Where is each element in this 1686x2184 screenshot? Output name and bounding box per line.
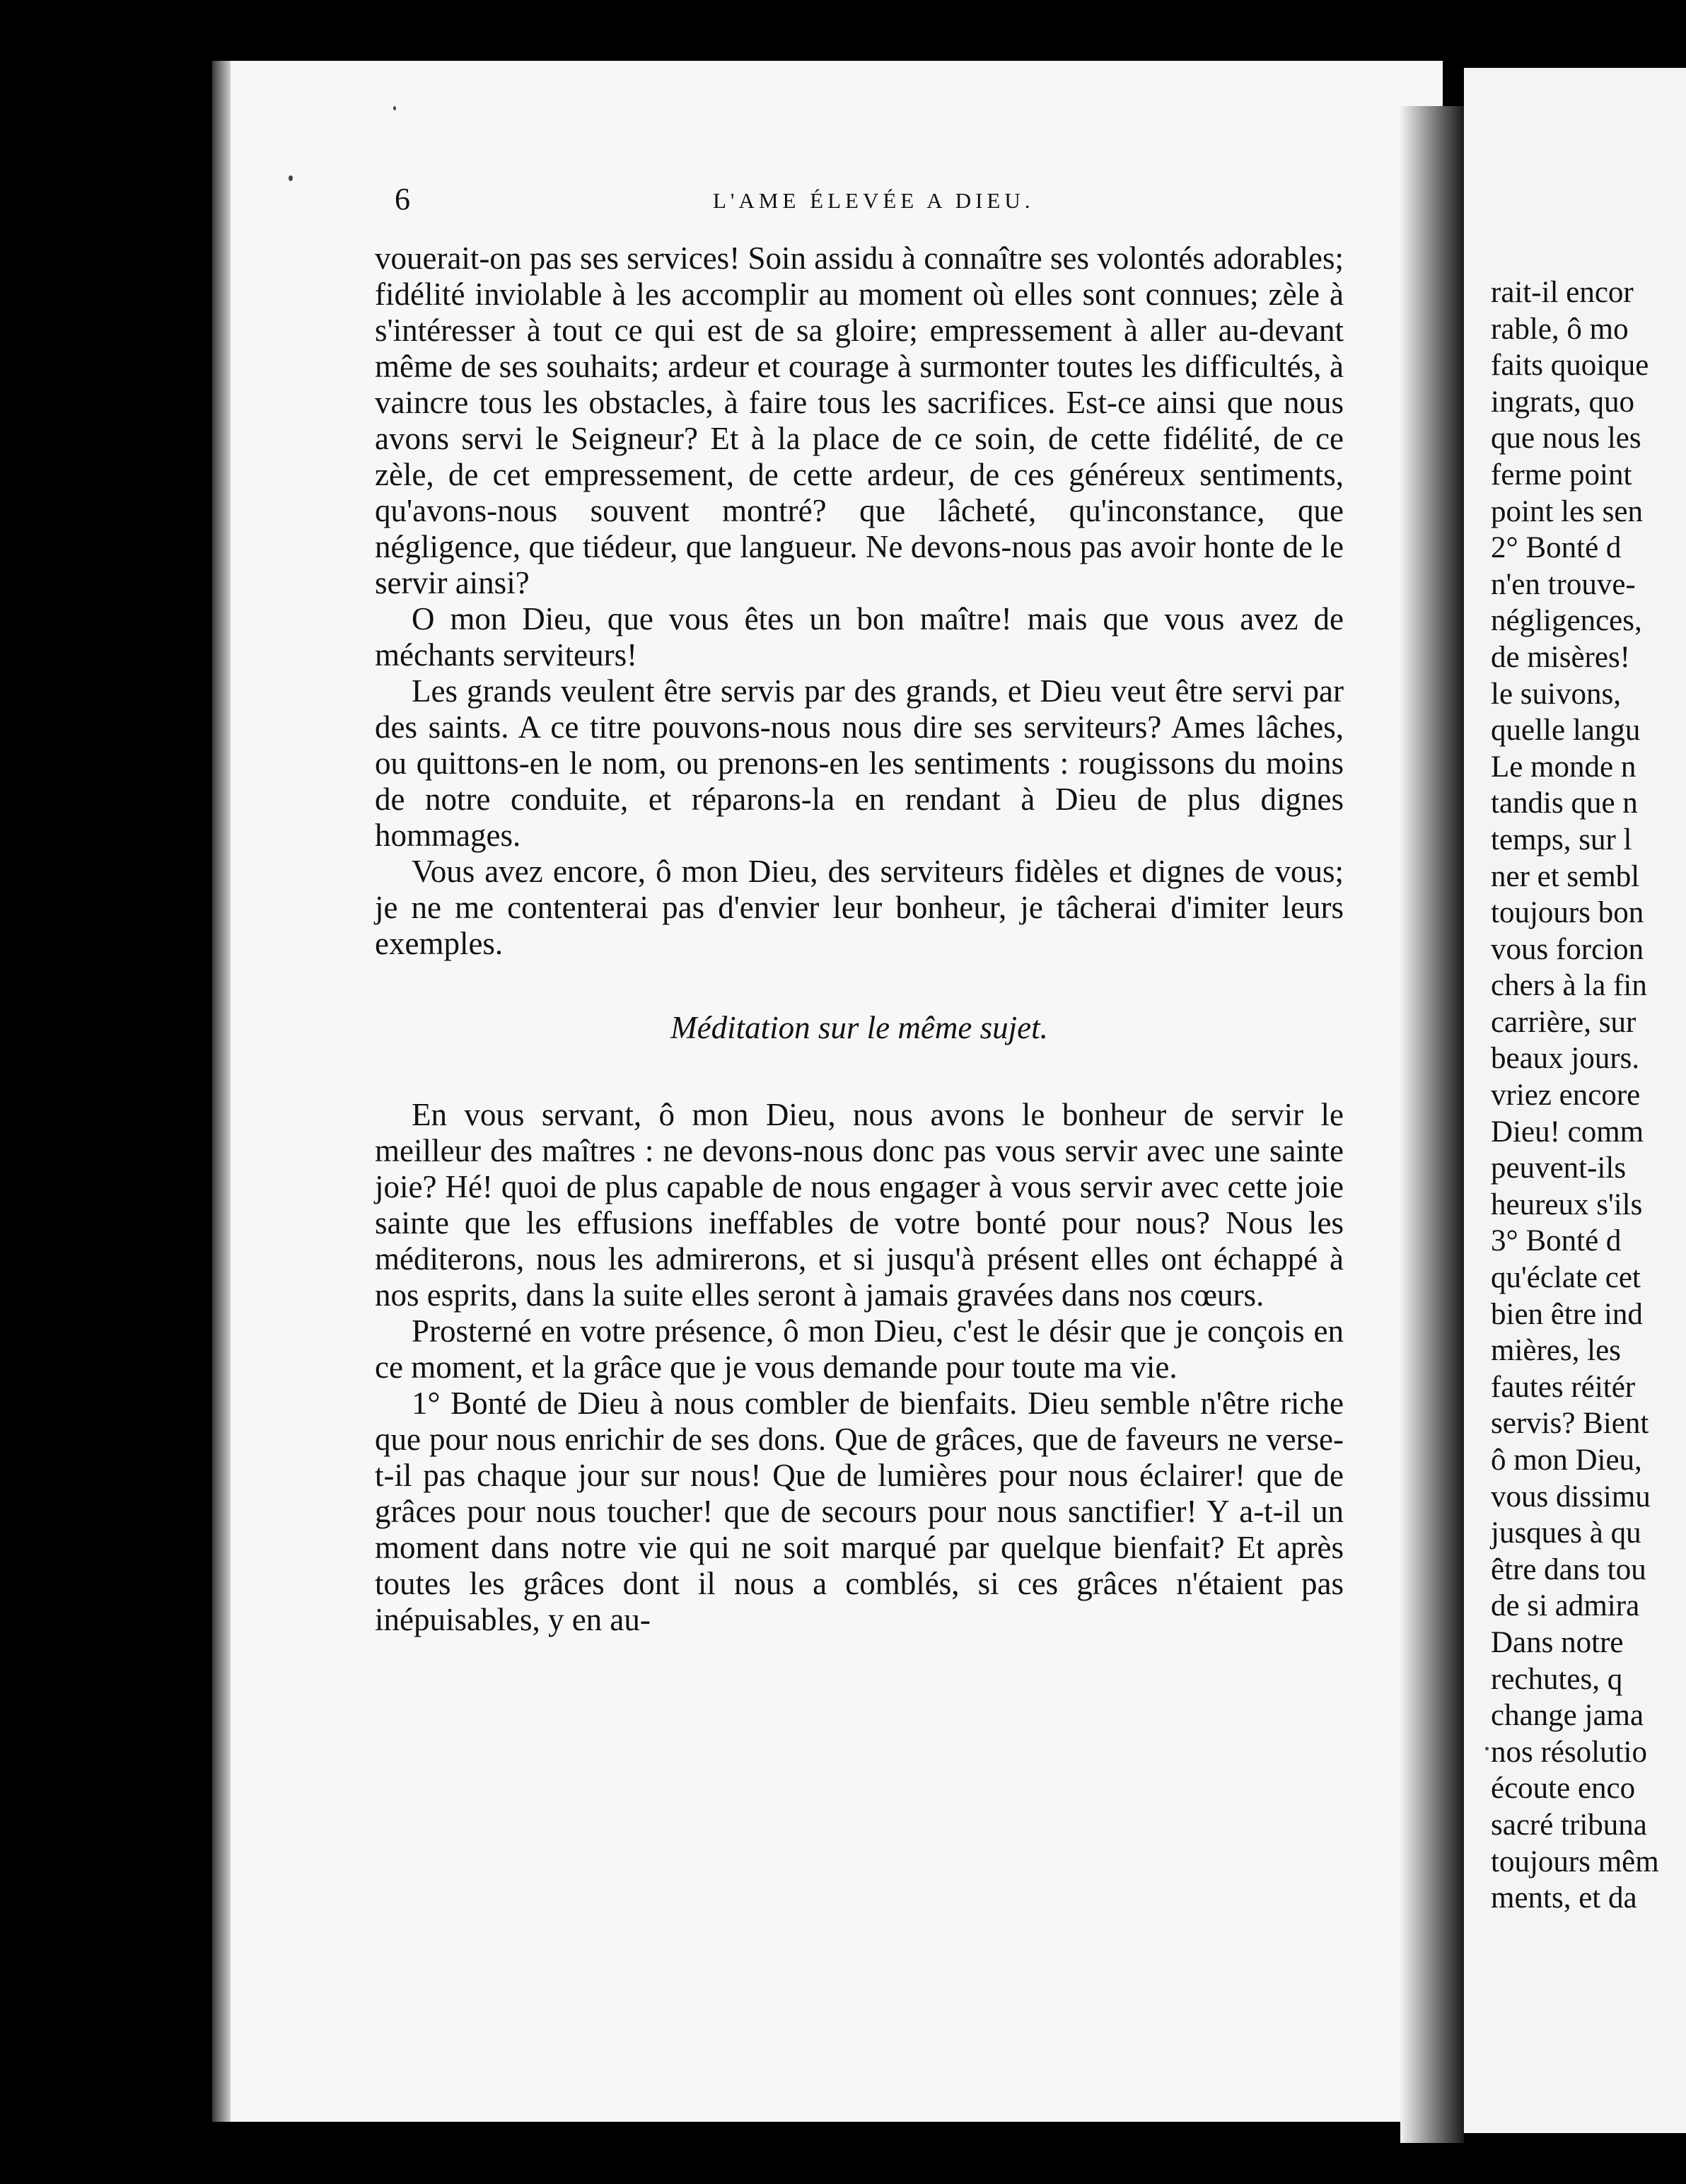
- right-page-line: écoute enco: [1491, 1772, 1636, 1806]
- right-page-line: bien être ind: [1491, 1297, 1643, 1331]
- right-page-line: ô mon Dieu,: [1491, 1444, 1642, 1477]
- running-head: [395, 181, 1342, 216]
- right-page-line: le suivons,: [1491, 677, 1621, 711]
- right-page-line: mières, les: [1491, 1334, 1621, 1368]
- paragraph: O mon Dieu, que vous êtes un bon maître! mais que vous avez de méchants serviteurs!: [375, 601, 1344, 673]
- paragraph: 1° Bonté de Dieu à nous combler de bienfaits. Dieu semble n'être riche que pour nous enrichir de ses dons. Que de grâces, que de faveurs ne verse-t-il pas chaque jour sur nous! Que de lumières pour nous éclairer! que de grâces pour nous toucher! que de secours pour nous sanctifier! Y a-t-il un moment dans notre vie qui ne soit marqué par quelque bienfait? Et après toutes les grâces dont il nous a comblés, si ces grâces n'étaient pas inépuisables, y en au-: [375, 1386, 1344, 1637]
- right-page-line: que nous les: [1491, 422, 1641, 455]
- right-page-line: 2° Bonté d: [1491, 531, 1622, 565]
- right-page-line: tandis que n: [1491, 786, 1638, 820]
- right-page-line: n'en trouve-: [1491, 567, 1636, 601]
- right-page-line: heureux s'ils: [1491, 1187, 1643, 1221]
- right-page-line: 3° Bonté d: [1491, 1224, 1622, 1258]
- right-page-line: rable, ô mo: [1491, 312, 1629, 346]
- right-page-line: rait-il encor: [1491, 276, 1634, 309]
- right-page-line: vous forcion: [1491, 932, 1644, 966]
- right-page-line: peuvent-ils: [1491, 1151, 1627, 1185]
- right-page-line: être dans tou: [1491, 1552, 1646, 1586]
- book-gutter: [1400, 106, 1464, 2143]
- right-page-line: change jama: [1491, 1699, 1644, 1733]
- right-page-line: sacré tribuna: [1491, 1808, 1647, 1842]
- paragraph: Prosterné en votre présence, ô mon Dieu, c'est le désir que je conçois en ce moment, et la grâce que je vous demande pour toute ma vie.: [375, 1313, 1344, 1385]
- right-page-line: carrière, sur: [1491, 1005, 1636, 1039]
- paragraph: En vous servant, ô mon Dieu, nous avons le bonheur de servir le meilleur des maîtres : ne devons-nous donc pas vous servir avec une sainte joie? Hé! quoi de plus capable de nous engager à vous servir avec cette joie sainte que les effusions ineffables de votre bonté pour nous? Nous les méditerons, nous les admirerons, et si jusqu'à présent elles ont échappé à nos esprits, dans la suite elles seront à jamais gravées dans nos cœurs.: [375, 1097, 1344, 1313]
- book-title: L'AME ÉLEVÉE A DIEU.: [713, 188, 1035, 213]
- right-page-line: fautes réitér: [1491, 1370, 1636, 1404]
- right-page-line: ferme point: [1491, 458, 1632, 492]
- right-page-line: quelle langu: [1491, 714, 1641, 748]
- right-page: [1464, 68, 1686, 2133]
- left-page-edge: [212, 61, 231, 2122]
- right-page-line: Le monde n: [1491, 750, 1636, 784]
- right-page-line: qu'éclate cet: [1491, 1261, 1641, 1295]
- right-page-line: Dieu! comm: [1491, 1115, 1644, 1149]
- page-number: 6: [395, 182, 410, 216]
- right-page-line: point les sen: [1491, 494, 1643, 528]
- right-page-line: chers à la fin: [1491, 969, 1647, 1003]
- right-page-line: rechutes, q: [1491, 1662, 1623, 1696]
- dust-speck: [1485, 1747, 1489, 1750]
- paragraph: vouerait-on pas ses services! Soin assidu à connaître ses volontés adorables; fidélité inviolable à les accomplir au moment où elles sont connues; zèle à s'intéresser à tout ce qui est de sa gloire; empressement à aller au-devant même de ses souhaits; ardeur et courage à surmonter toutes les difficultés, à vaincre tous les obstacles, à faire tous les sacrifices. Est-ce ainsi que nous avons servi le Seigneur? Et à la place de ce soin, de cette fidélité, de ce zèle, de cet empressement, de cette ardeur, de ces généreux sentiments, qu'avons-nous souvent montré? que lâcheté, qu'inconstance, que négligence, que tiédeur, que langueur. Ne devons-nous pas avoir honte de le servir ainsi?: [375, 240, 1344, 600]
- right-page-line: toujours bon: [1491, 896, 1644, 930]
- right-page-line: temps, sur l: [1491, 823, 1632, 856]
- dust-speck: [393, 106, 396, 110]
- right-page-line: jusques à qu: [1491, 1516, 1641, 1550]
- right-page-line: ingrats, quo: [1491, 385, 1635, 419]
- right-page-line: négligences,: [1491, 604, 1642, 638]
- paragraph: Vous avez encore, ô mon Dieu, des serviteurs fidèles et dignes de vous; je ne me contenterai pas d'envier leur bonheur, je tâcherai d'imiter leurs exemples.: [375, 854, 1344, 961]
- section-heading: Méditation sur le même sujet.: [670, 1010, 1048, 1045]
- right-page-line: beaux jours.: [1491, 1042, 1640, 1076]
- right-page-line: ments, et da: [1491, 1881, 1637, 1915]
- main-text-column: [375, 240, 1344, 1638]
- right-page-line: nos résolutio: [1491, 1735, 1647, 1769]
- right-page-text: [1491, 274, 1686, 1917]
- right-page-line: vous dissimu: [1491, 1480, 1651, 1514]
- right-page-line: toujours mêm: [1491, 1845, 1659, 1878]
- right-page-line: vriez encore: [1491, 1079, 1641, 1113]
- right-page-line: de misères!: [1491, 640, 1631, 674]
- right-page-line: faits quoique: [1491, 349, 1649, 383]
- right-page-line: Dans notre: [1491, 1625, 1624, 1659]
- paragraph: Les grands veulent être servis par des grands, et Dieu veut être servi par des saints. A ce titre pouvons-nous nous dire ses serviteurs? Ames lâches, ou quittons-en le nom, ou prenons-en les sentiments : rougissons du moins de notre conduite, et réparons-la en rendant à Dieu de plus dignes hommages.: [375, 673, 1344, 853]
- right-page-line: ner et sembl: [1491, 859, 1640, 893]
- dust-speck: [289, 175, 293, 181]
- right-page-line: servis? Bient: [1491, 1407, 1649, 1441]
- right-page-line: de si admira: [1491, 1589, 1640, 1623]
